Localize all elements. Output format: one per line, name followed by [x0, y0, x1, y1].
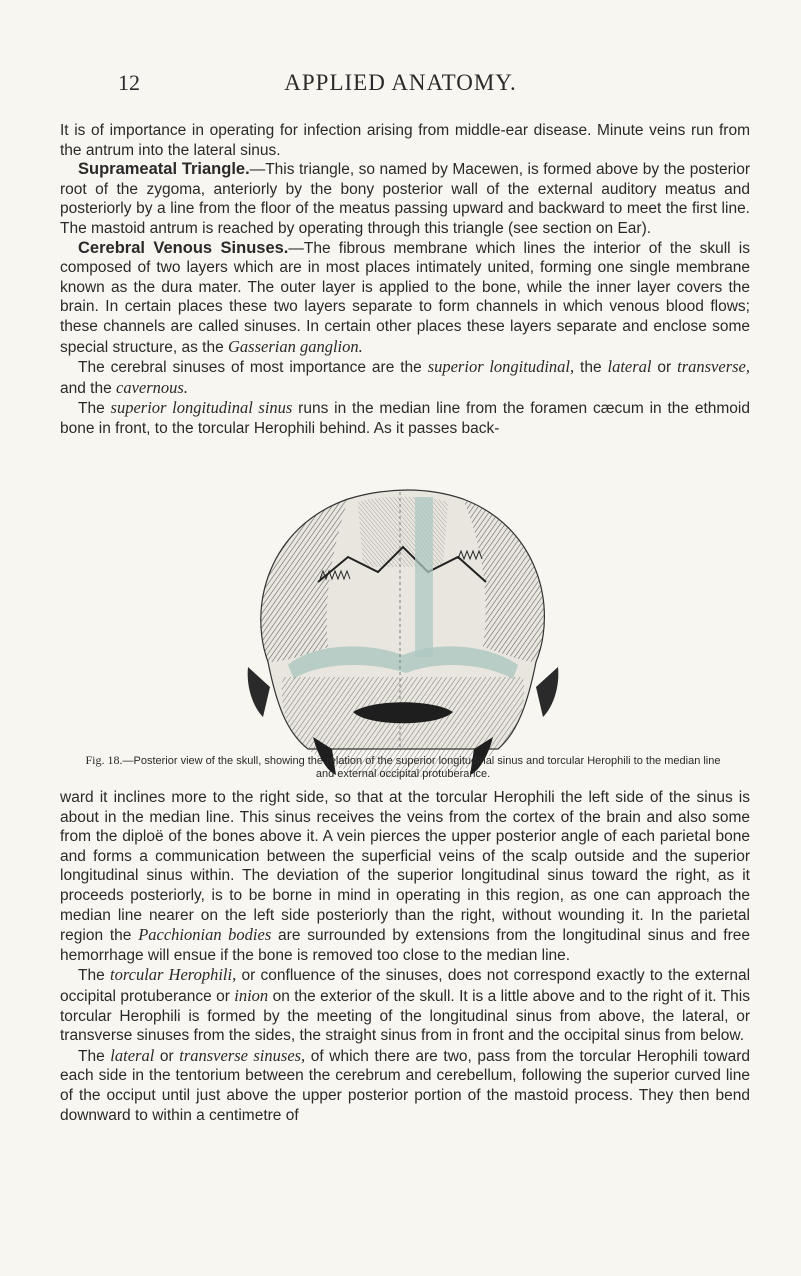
paragraph-torcular-herophili: The torcular Herophili, or confluence of the sinuses, does not correspond exactly to the external occipital protuberance or inion on the exterior of the skull. It is a little above and to the right of it. This torcular Herophili is formed by the meeting of the longitudinal sinus from above, the lateral, or transverse sinuses from the sides, the straight sinus from in front and the occipital sinus from below. [60, 965, 751, 1045]
heading-cerebral-venous-sinuses: Cerebral Venous Sinuses. [78, 238, 289, 257]
heading-suprameatal-triangle: Suprameatal Triangle. [78, 160, 250, 179]
page-header [60, 70, 741, 110]
paragraph-lateral-sinuses: The lateral or transverse sinuses, of which there are two, pass from the torcular Herophili toward each side in the tentorium between the cerebrum and cerebellum, following the superior curved line of the occiput until just above the upper posterior portion of the mastoid process. They then bend downward to within a centimetre of [60, 1045, 750, 1124]
paragraph-antrum-veins: It is of importance in operating for infection arising from middle-ear disease. Minute veins run from the antrum into the lateral sinus. [60, 122, 750, 159]
paragraph-sinus-deviation: ward it inclines more to the right side, so that at the torcular Herophili the left side of the sinus is about in the median line. This sinus receives the veins from the cortex of the brain and also some from the diploë of the bones above it. A vein pierces the upper posterior angle of each parietal bone and forms a communication between the superficial veins of the scalp outside and the superior longitudinal sinus within. The deviation of the superior longitudinal sinus toward the right, as it proceeds posteriorly, is to be borne in mind in operating in this region, as one can approach the median line nearer on the left side posteriorly than the right, without wounding it. In the parietal region the Pacchionian bodies are surrounded by extensions from the longitudinal sinus and free hemorrhage will ensue if the bone is removed too close to the median line. [60, 789, 750, 964]
paragraph-superior-longitudinal-sinus: The superior longitudinal sinus runs in the median line from the foramen cæcum in the ethmoid bone in front, to the torcular Herophili behind. As it passes back- [60, 398, 750, 437]
figure-caption-text: —Posterior view of the skull, showing the relation of the superior longitudinal sinus and torcular Herophili to the median line and external occipital protuberance. [122, 755, 721, 780]
page-number: 12 [118, 70, 140, 95]
bottom-text-block [60, 788, 750, 1125]
paragraph-sinuses-of-importance: The cerebral sinuses of most importance are the superior longitudinal, the lateral or transverse, and the cavernous. [60, 357, 750, 397]
paragraph-suprameatal-triangle: Suprameatal Triangle.—This triangle, so named by Macewen, is formed above by the posterior root of the zygoma, anteriorly by the bony posterior wall of the external auditory meatus and posteriorly by a line from the floor of the meatus passing upward and backward to meet the first line. The mastoid antrum is reached by operating through this triangle (see section on Ear). [60, 160, 750, 237]
skull-posterior-view-image [228, 487, 573, 783]
skull-illustration [228, 487, 573, 783]
paragraph-cerebral-venous-sinuses: Cerebral Venous Sinuses.—The fibrous membrane which lines the interior of the skull is composed of two layers which are in most places intimately united, forming one single membrane known as the dura mater. The outer layer is applied to the bone, while the inner layer covers the brain. In certain places these two layers separate to form channels in which venous blood flows; these channels are called sinuses. In certain other places these layers separate and enclose some special structure, as the Gasserian ganglion. [60, 238, 750, 356]
figure-label: Fig. 18. [85, 753, 123, 767]
figure-caption [78, 754, 728, 781]
top-text-block [60, 121, 750, 439]
running-head: APPLIED ANATOMY. [284, 70, 517, 95]
